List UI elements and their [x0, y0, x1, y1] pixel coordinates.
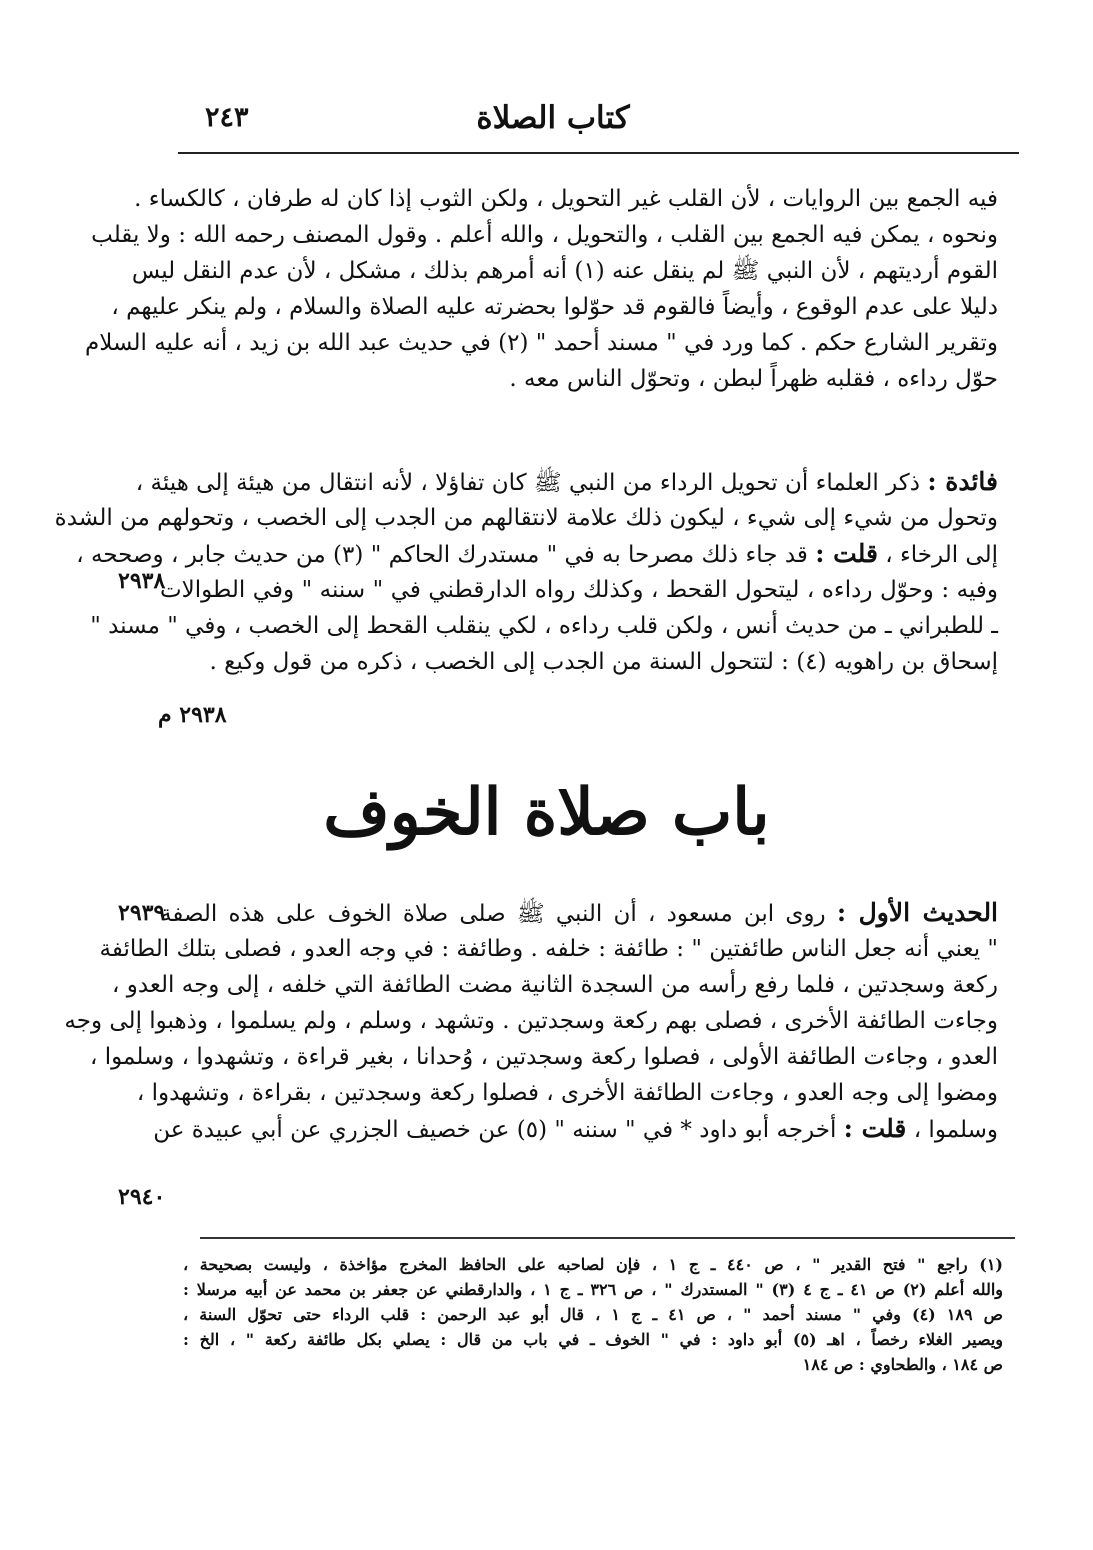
text-line: العدو ، وجاءت الطائفة الأولى ، فصلوا ركعة وسجدتين ، وُحدانا ، بغير قراءة ، وتشهدوا ، وسلموا ،: [90, 1044, 998, 1070]
header-rule: [178, 152, 1019, 154]
text-line: إسحاق بن راهويه (٤) : لتتحول السنة من الجدب إلى الخصب ، ذكره من قول وكيع .: [209, 649, 998, 675]
text-line: ومضوا إلى وجه العدو ، وجاءت الطائفة الأخرى ، فصلوا ركعة وسجدتين ، بقراءة ، وتشهدوا ،: [136, 1080, 998, 1106]
text-run: قد جاء ذلك مصرحا به في " مستدرك الحاكم " (٣) من حديث جابر ، وصححه ،: [76, 542, 816, 568]
text-line: [76, 536, 998, 572]
text-line: وتحول من شيء إلى شيء ، ليكون ذلك علامة لانتقالهم من الجدب إلى الخصب ، وتحولهم من الشدة: [54, 505, 998, 531]
text-line: [153, 1111, 998, 1147]
text-line: [135, 464, 998, 500]
text-line: [160, 895, 998, 931]
text-line: وتقرير الشارع حكم . كما ورد في " مسند أحمد " (٢) في حديث عبد الله بن زيد ، أنه عليه السلام: [85, 330, 998, 356]
text-line: حوّل رداءه ، فقلبه ظهراً لبطن ، وتحوّل الناس معه .: [509, 366, 998, 392]
hadith-number: ٢٩٣٨ م: [158, 702, 227, 728]
text-line: القوم أرديتهم ، لأن النبي ﷺ لم ينقل عنه (١) أنه أمرهم بذلك ، مشكل ، لأن عدم النقل ليس: [131, 258, 998, 284]
chapter-heading: باب صلاة الخوف: [323, 775, 770, 850]
text-line: ونحوه ، يمكن فيه الجمع بين القلب ، والتحويل ، والله أعلم . وقول المصنف رحمه الله : ولا يقلب: [91, 222, 998, 248]
keyword-first-hadith: الحديث الأول :: [836, 898, 999, 927]
text-line: ركعة وسجدتين ، فلما رفع رأسه من السجدة الثانية مضت الطائفة التي خلفه ، إلى وجه العدو ،: [112, 972, 998, 998]
text-run: إلى الرخاء ،: [877, 542, 998, 568]
running-title: كتاب الصلاة: [476, 100, 630, 136]
text-line: دليلا على عدم الوقوع ، وأيضاً فالقوم قد حوّلوا بحضرته عليه الصلاة والسلام ، ولم ينكر عليهم ،: [111, 294, 998, 320]
text-line: فيه الجمع بين الروايات ، لأن القلب غير التحويل ، ولكن الثوب إذا كان له طرفان ، كالكساء .: [134, 186, 998, 212]
text-line: ـ للطبراني ـ من حديث أنس ، ولكن قلب رداءه ، لكي ينقلب القحط إلى الخصب ، وفي " مسند ": [90, 613, 998, 639]
text-run: وسلموا ،: [906, 1117, 998, 1143]
keyword-qultu: قلت :: [815, 539, 878, 568]
footnote-line: ص ١٨٩ (٤) وفي " مسند أحمد " ، ص ٤١ ـ ج ١ ، قال أبو عبد الرحمن : قلب الرداء حتى تحوّل السنة ،: [183, 1305, 1004, 1324]
footnote-line: ص ١٨٤ ، والطحاوي : ص ١٨٤: [802, 1355, 1003, 1374]
footnotes: [183, 1252, 1003, 1377]
text-line: " يعني أنه جعل الناس طائفتين " : طائفة : خلفه . وطائفة : في وجه العدو ، فصلى بتلك الطائفة: [99, 936, 998, 962]
footnote-line: والله أعلم (٢) ص ٤١ ـ ج ٤ (٣) " المستدرك " ، ص ٣٢٦ ـ ج ١ ، والدارقطني عن جعفر بن محمد عن أبيه مرسلا :: [183, 1280, 1004, 1299]
hadith-number: ٢٩٣٨: [118, 568, 166, 594]
paragraph-commentary: [85, 181, 998, 397]
text-run: ذكر العلماء أن تحويل الرداء من النبي ﷺ كان تفاؤلا ، لأنه انتقال من هيئة إلى هيئة ،: [135, 470, 928, 496]
footnote-rule: [200, 1237, 1015, 1239]
keyword-qultu: قلت :: [843, 1114, 907, 1143]
text-run: أخرجه أبو داود * في " سننه " (٥) عن خصيف الجزري عن أبي عبيدة عن: [153, 1117, 844, 1143]
footnote-line: (١) راجع " فتح القدير " ، ص ٤٤٠ ـ ج ١ ، فإن لصاحبه على الحافظ المخرج مؤاخذة ، وليست بصحيحة ،: [183, 1255, 1003, 1274]
keyword-faida: فائدة :: [927, 467, 998, 496]
footnote-line: ويصير الغلاء رخصاً ، اهـ (٥) أبو داود : في " الخوف ـ في باب من قال : يصلي بكل طائفة ركعة " ، الخ :: [183, 1330, 1004, 1349]
hadith-number: ٢٩٤٠: [118, 1184, 166, 1210]
hadith-number: ٢٩٣٩: [118, 900, 166, 926]
text-line: وجاءت الطائفة الأخرى ، فصلى بهم ركعة وسجدتين . وتشهد ، وسلم ، ولم يسلموا ، وذهبوا إلى وجه: [64, 1008, 998, 1034]
text-run: روى ابن مسعود ، أن النبي ﷺ صلى صلاة الخوف على هذه الصفة: [160, 901, 837, 927]
page-number: ٢٤٣: [205, 102, 249, 133]
text-line: وفيه : وحوّل رداءه ، ليتحول القحط ، وكذلك رواه الدارقطني في " سننه " وفي الطوالات: [160, 577, 998, 603]
